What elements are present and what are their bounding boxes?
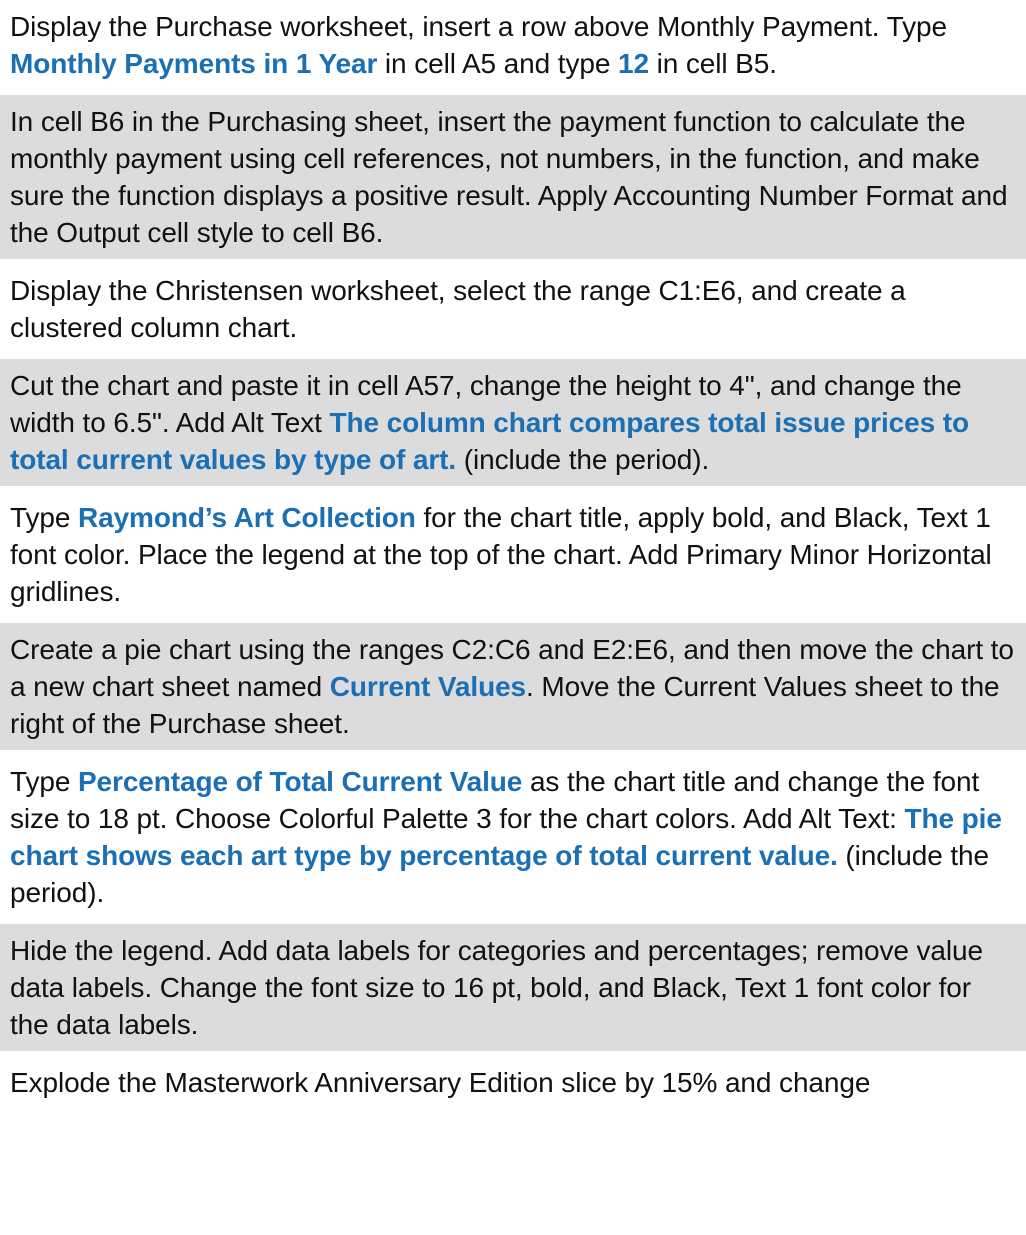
instruction-step [0, 1056, 1026, 1114]
step-text: (include the period). [10, 840, 989, 908]
instruction-step [0, 491, 1026, 623]
step-text: Type [10, 502, 78, 533]
step-text: in cell A5 and type [377, 48, 618, 79]
highlighted-text: Current Values [329, 671, 527, 702]
step-text: Type [10, 766, 78, 797]
instruction-step [0, 359, 1026, 491]
step-text: Hide the legend. Add data labels for categories and percentages; remove value data labels. Change the font size to 16 pt, bold, and Black, Text 1 font color for the data labels. [10, 935, 983, 1040]
instruction-step [0, 623, 1026, 755]
step-text: Display the Purchase worksheet, insert a row above Monthly Payment. Type [10, 11, 947, 42]
highlighted-text: The column chart compares total issue prices to total current values by type of art. [10, 407, 969, 475]
step-text: as the chart title and change the font size to 18 pt. Choose Colorful Palette 3 for the chart colors. Add Alt Text: [10, 766, 980, 834]
step-text: (include the period). [456, 444, 710, 475]
instruction-step [0, 95, 1026, 264]
step-text: Explode the Masterwork Anniversary Edition slice by 15% and change [10, 1067, 871, 1098]
highlighted-text: The pie chart shows each art type by percentage of total current value. [10, 803, 1002, 871]
instruction-step [0, 924, 1026, 1056]
instruction-step [0, 0, 1026, 95]
step-text: In cell B6 in the Purchasing sheet, insert the payment function to calculate the monthly payment using cell references, not numbers, in the function, and make sure the function displays a positive result. Apply Accounting Number Format and the Output cell style to cell B6. [10, 106, 1008, 248]
step-text: Create a pie chart using the ranges C2:C6 and E2:E6, and then move the chart to a new chart sheet named [10, 634, 1014, 702]
step-text: for the chart title, apply bold, and Black, Text 1 font color. Place the legend at the top of the chart. Add Primary Minor Horizontal gridlines. [10, 502, 992, 607]
step-text: Cut the chart and paste it in cell A57, change the height to 4", and change the width to 6.5". Add Alt Text [10, 370, 962, 438]
highlighted-text: Percentage of Total Current Value [77, 766, 523, 797]
highlighted-text: 12 [617, 48, 649, 79]
step-text: . Move the Current Values sheet to the right of the Purchase sheet. [10, 671, 1000, 739]
highlighted-text: Raymond’s Art Collection [77, 502, 416, 533]
instruction-step [0, 755, 1026, 924]
step-text: Display the Christensen worksheet, select the range C1:E6, and create a clustered column chart. [10, 275, 906, 343]
step-text: in cell B5. [648, 48, 777, 79]
instruction-step [0, 264, 1026, 359]
highlighted-text: Monthly Payments in 1 Year [10, 48, 378, 79]
